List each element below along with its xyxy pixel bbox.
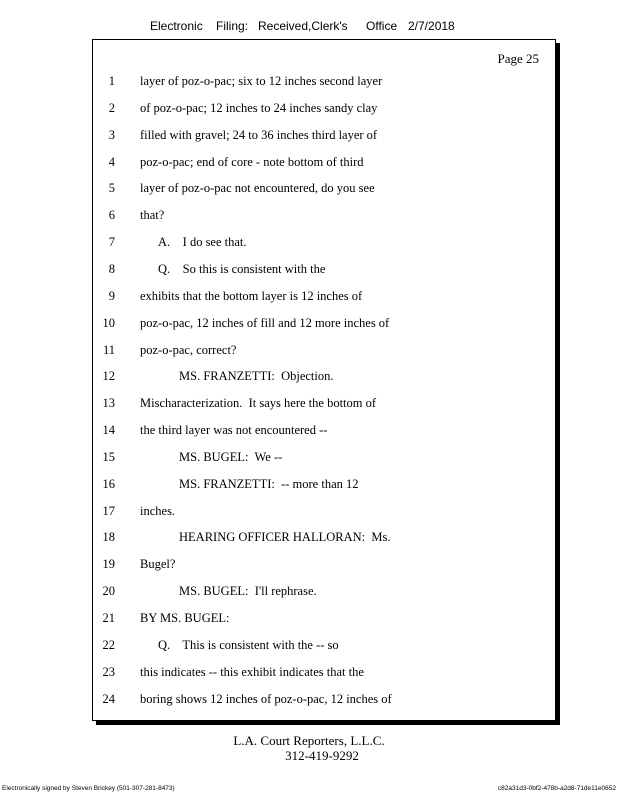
stamp-received-clerks: Received,Clerk's xyxy=(258,19,348,33)
line-number: 18 xyxy=(102,530,115,545)
line-text: poz-o-pac, correct? xyxy=(140,342,237,357)
transcript-line xyxy=(93,527,555,547)
transcript-line xyxy=(93,152,555,172)
transcript-line xyxy=(93,501,555,521)
line-text: Q. This is consistent with the -- so xyxy=(158,637,339,652)
stamp-electronic: Electronic xyxy=(150,19,203,33)
line-number: 24 xyxy=(102,691,115,706)
line-number: 5 xyxy=(108,181,115,196)
line-number: 23 xyxy=(102,664,115,679)
line-text: the third layer was not encountered -- xyxy=(140,423,328,438)
transcript-line xyxy=(93,581,555,601)
line-text: HEARING OFFICER HALLORAN: Ms. xyxy=(179,530,391,545)
line-number: 11 xyxy=(102,342,115,357)
line-text: Bugel? xyxy=(140,557,176,572)
transcript-line xyxy=(93,635,555,655)
line-number: 13 xyxy=(102,396,115,411)
line-number: 17 xyxy=(102,503,115,518)
transcript-line xyxy=(93,420,555,440)
line-number: 2 xyxy=(108,100,115,115)
line-number: 16 xyxy=(102,476,115,491)
line-text: of poz-o-pac; 12 inches to 24 inches sandy clay xyxy=(140,100,378,115)
transcript-line xyxy=(93,178,555,198)
line-text: MS. FRANZETTI: -- more than 12 xyxy=(179,476,359,491)
transcript-line xyxy=(93,125,555,145)
filing-stamp-header xyxy=(0,19,618,37)
line-number: 19 xyxy=(102,557,115,572)
line-number: 12 xyxy=(102,369,115,384)
transcript-line xyxy=(93,608,555,628)
transcript-line xyxy=(93,366,555,386)
transcript-line xyxy=(93,340,555,360)
footer-phone: 312-419-9292 xyxy=(285,748,359,763)
line-text: layer of poz-o-pac not encountered, do you see xyxy=(140,181,375,196)
line-number: 3 xyxy=(108,127,115,142)
document-hash: c82a31d3-0bf2-478b-a2d8-71de11e0652 xyxy=(497,785,616,792)
line-text: boring shows 12 inches of poz-o-pac, 12 inches of xyxy=(140,691,392,706)
page-number: Page 25 xyxy=(497,51,539,66)
line-number: 21 xyxy=(102,611,115,625)
line-text: A. I do see that. xyxy=(158,235,247,250)
transcript-line xyxy=(93,662,555,682)
line-text: Q. So this is consistent with the xyxy=(158,261,326,276)
line-number: 14 xyxy=(102,423,115,438)
line-number: 8 xyxy=(108,261,115,276)
line-number: 22 xyxy=(102,637,115,652)
transcript-line xyxy=(93,98,555,118)
transcript-page xyxy=(92,39,556,721)
line-number: 7 xyxy=(108,235,115,250)
line-number: 9 xyxy=(108,288,115,303)
line-number: 10 xyxy=(102,315,115,330)
line-text: that? xyxy=(140,208,165,223)
transcript-line xyxy=(93,554,555,574)
transcript-line xyxy=(93,474,555,494)
transcript-line xyxy=(93,447,555,467)
line-text: poz-o-pac; end of core - note bottom of third xyxy=(140,154,364,169)
line-number: 6 xyxy=(108,208,115,223)
stamp-date: 2/7/2018 xyxy=(408,19,455,33)
transcript-line xyxy=(93,393,555,413)
line-text: this indicates -- this exhibit indicates that the xyxy=(140,664,364,679)
stamp-filing: Filing: xyxy=(216,19,249,33)
line-text: poz-o-pac, 12 inches of fill and 12 more inches of xyxy=(140,315,390,330)
transcript-line xyxy=(93,232,555,252)
line-text: MS. BUGEL: We -- xyxy=(179,449,283,464)
transcript-line xyxy=(93,313,555,333)
transcript-line xyxy=(93,71,555,91)
line-text: exhibits that the bottom layer is 12 inches of xyxy=(140,288,363,303)
line-text: BY MS. BUGEL: xyxy=(140,611,230,625)
transcript-line xyxy=(93,286,555,306)
line-text: layer of poz-o-pac; six to 12 inches second layer xyxy=(140,74,383,88)
stamp-office: Office xyxy=(366,19,398,33)
line-text: inches. xyxy=(140,503,176,518)
transcript-line xyxy=(93,259,555,279)
line-number: 15 xyxy=(102,449,115,464)
line-number: 1 xyxy=(108,74,115,88)
electronic-signature: Electronically signed by Steven Brickey (501-307-281-8473) xyxy=(2,785,175,792)
footer-company: L.A. Court Reporters, L.L.C. xyxy=(233,733,385,748)
line-text: Mischaracterization. It says here the bottom of xyxy=(140,396,377,411)
line-text: MS. BUGEL: I'll rephrase. xyxy=(179,584,317,599)
line-text: filled with gravel; 24 to 36 inches third layer of xyxy=(140,127,378,142)
line-text: MS. FRANZETTI: Objection. xyxy=(179,369,334,384)
line-number: 4 xyxy=(108,154,115,169)
line-number: 20 xyxy=(102,584,115,599)
transcript-line xyxy=(93,205,555,225)
transcript-line xyxy=(93,689,555,709)
